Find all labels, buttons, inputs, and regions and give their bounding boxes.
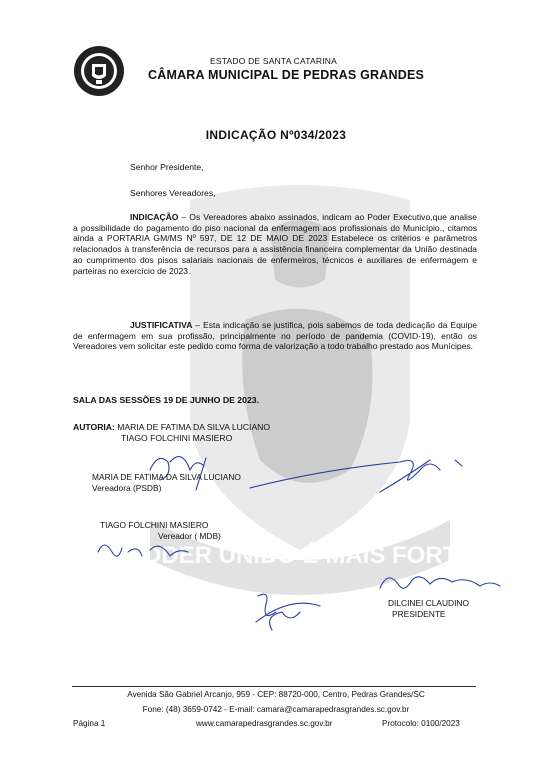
signer-name: TIAGO FOLCHINI MASIERO: [100, 520, 209, 530]
document-title: INDICAÇÃO Nº034/2023: [205, 128, 347, 142]
initials-mark: [256, 594, 320, 630]
signature-block-maria: [92, 472, 241, 493]
indicacao-label: INDICAÇÃO: [130, 212, 179, 222]
author-2: TIAGO FOLCHINI MASIERO: [121, 433, 233, 443]
signer-name: MARIA DE FATIMA DA SILVA LUCIANO: [92, 472, 241, 482]
page-number: Página 1: [73, 719, 106, 728]
autoria-label: AUTORIA:: [73, 422, 115, 432]
signature-2: [98, 545, 188, 556]
footer-contact: Fone: (48) 3659-0742 - E-mail: camara@camarapedrasgrandes.sc.gov.br: [142, 705, 410, 714]
protocol-number: Protocolo: 0100/2023: [382, 719, 460, 728]
state-name: ESTADO DE SANTA CATARINA: [210, 56, 337, 66]
signature-presidency-mark: [250, 460, 462, 492]
signer-role: Vereador ( MDB): [158, 530, 221, 541]
justificativa-text: – Esta indicação se justifica, pois sabemos de toda dedicação da Equipe de enfermagem em sua profissão, principalmente no período de pandemia (COVID-19), então os Vereadores vem solicitar este pedido como forma de valorização a todo trabalho prestado aos Munícipes.: [73, 320, 477, 352]
signature-block-tiago: [100, 520, 221, 541]
signature-3: [380, 577, 500, 588]
author-1: MARIA DE FATIMA DA SILVA LUCIANO: [114, 422, 271, 432]
greeting-councilors: Senhores Vereadores,: [130, 188, 216, 198]
footer-divider: [72, 686, 476, 687]
footer-address: Avenida São Gabriel Arcanjo, 959 - CEP: 88720-000, Centro, Pedras Grandes/SC: [127, 690, 425, 699]
footer-website: www.camarapedrasgrandes.sc.gov.br: [196, 719, 333, 728]
chamber-name: CÂMARA MUNICIPAL DE PEDRAS GRANDES: [148, 68, 425, 82]
greeting-president: Senhor Presidente,: [130, 162, 204, 172]
signer-role: PRESIDENTE: [392, 608, 446, 619]
indicacao-text: – Os Vereadores abaixo assinados, indicam ao Poder Executivo,que analise a possibilidade do pagamento do piso nacional da enfermagem aos profissionais do Município., citamos ainda a PORTARIA GM/MS Nº 597, DE 12 DE MAIO DE 2023 Estabelece os critérios e parâmetros relacionados à transferência de recursos para a assistência financeira complementar da União destinada ao cumprimento dos pisos salariais nacionais de enfermeiros, técnicos e auxiliares de enfermagem e parteiras no exercício de 2023.: [73, 212, 477, 276]
signature-block-president: [388, 598, 469, 619]
signer-name: DILCINEI CLAUDINO: [388, 598, 469, 608]
justificativa-label: JUSTIFICATIVA: [130, 320, 193, 330]
session-date: SALA DAS SESSÕES 19 DE JUNHO DE 2023.: [73, 395, 260, 405]
motto-text: PODER UNIDO É MAIS FORTE: [126, 542, 474, 569]
signer-role: Vereadora (PSDB): [92, 482, 162, 493]
